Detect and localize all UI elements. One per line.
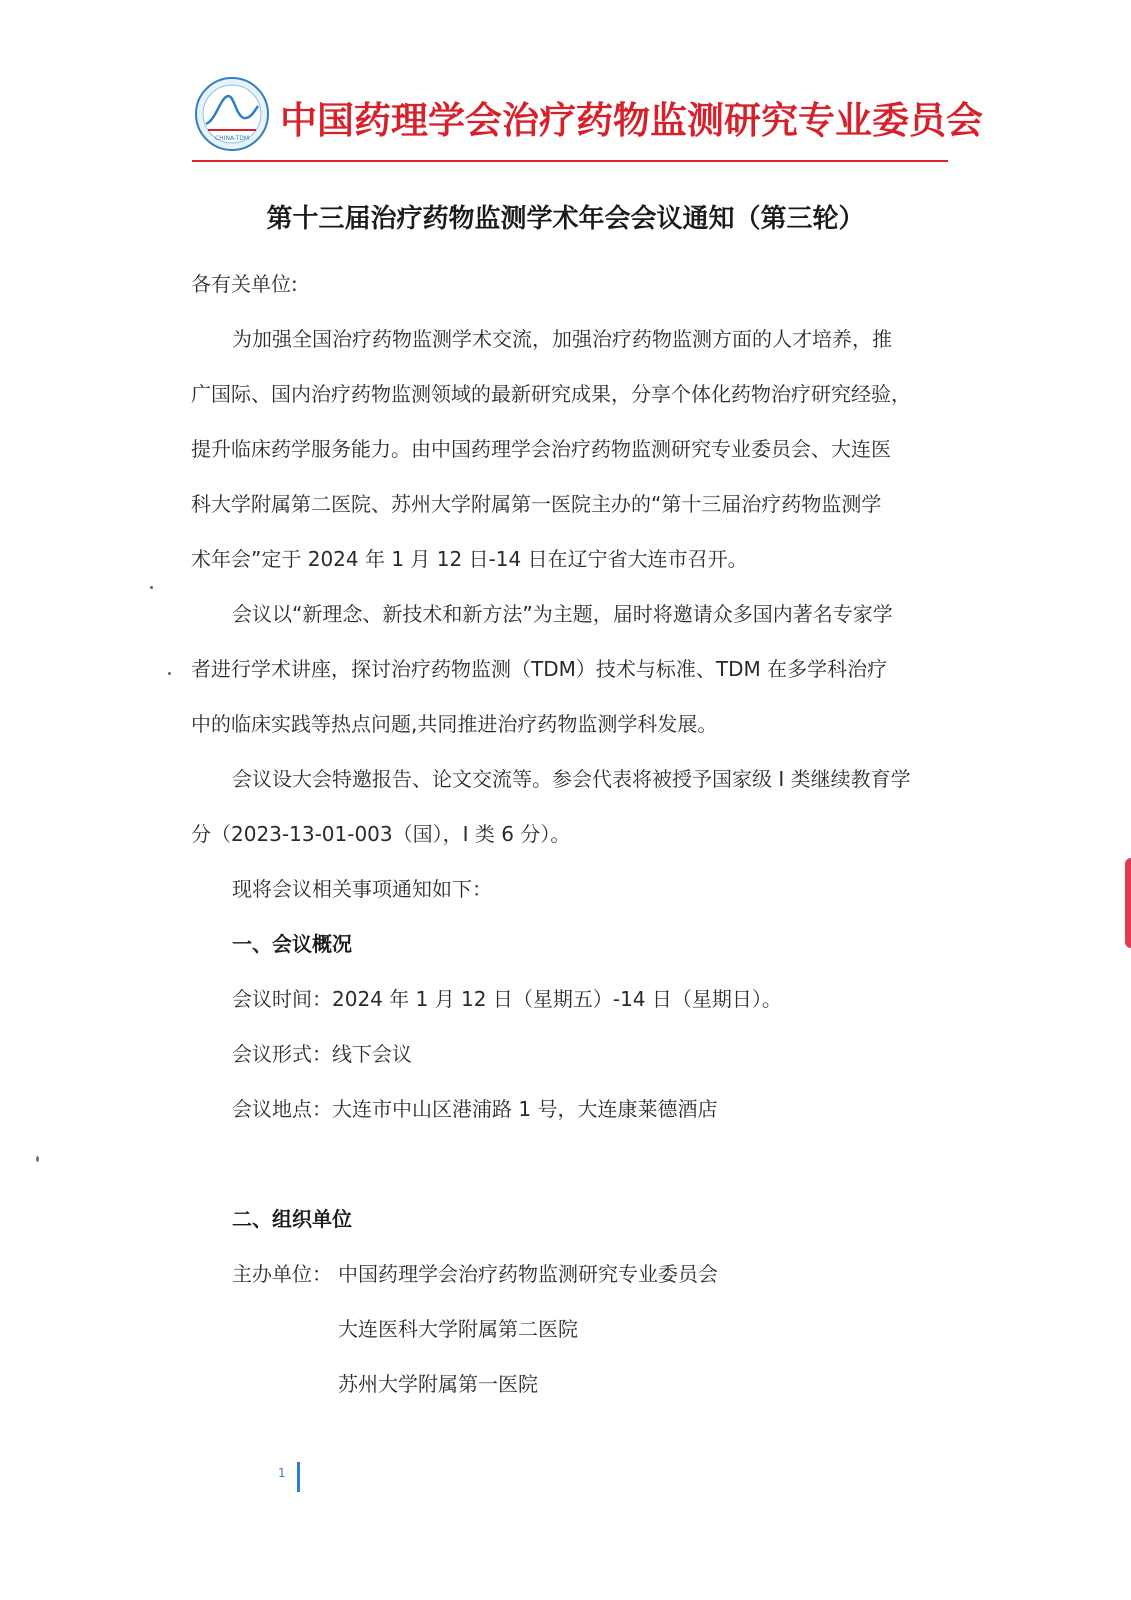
meeting-time: 会议时间：2024 年 1 月 12 日（星期五）-14 日（星期日）。 [232, 987, 782, 1011]
paragraph-1-line-4: 科大学附属第二医院、苏州大学附属第一医院主办的“第十三届治疗药物监测学 [191, 492, 882, 516]
scan-speck [168, 672, 171, 675]
host-organization-1: 中国药理学会治疗药物监测研究专业委员会 [338, 1262, 718, 1286]
paragraph-2-line-1: 会议以“新理念、新技术和新方法”为主题，届时将邀请众多国内著名专家学 [232, 602, 893, 626]
committee-logo [194, 76, 270, 152]
meeting-format: 会议形式：线下会议 [232, 1042, 412, 1066]
paragraph-1-line-1: 为加强全国治疗药物监测学术交流，加强治疗药物监测方面的人才培养，推 [232, 327, 892, 351]
page-number: 1 [278, 1466, 286, 1480]
paragraph-1-line-5: 术年会”定于 2024 年 1 月 12 日-14 日在辽宁省大连市召开。 [191, 547, 748, 571]
paragraph-2-line-2: 者进行学术讲座，探讨治疗药物监测（TDM）技术与标准、TDM 在多学科治疗 [191, 657, 888, 681]
letterhead [192, 74, 983, 164]
paragraph-1-line-2: 广国际、国内治疗药物监测领域的最新研究成果，分享个体化药物治疗研究经验， [191, 382, 911, 406]
svg-text:CHINA-TDM: CHINA-TDM [214, 135, 250, 142]
paragraph-4: 现将会议相关事项通知如下： [232, 877, 492, 901]
paragraph-3-line-1: 会议设大会特邀报告、论文交流等。参会代表将被授予国家级 I 类继续教育学 [232, 767, 911, 791]
paragraph-3-line-2: 分（2023-13-01-003（国），I 类 6 分）。 [191, 822, 571, 846]
page-number-bar [297, 1462, 300, 1492]
host-label: 主办单位： [232, 1262, 332, 1286]
paragraph-1-line-3: 提升临床药学服务能力。由中国药理学会治疗药物监测研究专业委员会、大连医 [191, 437, 891, 461]
section-1-heading: 一、会议概况 [232, 932, 352, 956]
scan-speck [36, 1156, 39, 1162]
notice-title: 第十三届治疗药物监测学术年会会议通知（第三轮） [266, 204, 865, 234]
meeting-venue: 会议地点：大连市中山区港浦路 1 号，大连康莱德酒店 [232, 1097, 718, 1121]
host-organization-3: 苏州大学附属第一医院 [338, 1372, 538, 1396]
host-organization-2: 大连医科大学附属第二医院 [338, 1317, 578, 1341]
scan-edge-mark [1125, 858, 1131, 948]
organization-name: 中国药理学会治疗药物监测研究专业委员会 [280, 99, 983, 142]
header-divider [192, 160, 948, 162]
paragraph-2-line-3: 中的临床实践等热点问题,共同推进治疗药物监测学科发展。 [191, 712, 718, 736]
section-2-heading: 二、组织单位 [232, 1207, 352, 1231]
scan-speck [150, 586, 153, 589]
salutation: 各有关单位: [191, 272, 298, 296]
